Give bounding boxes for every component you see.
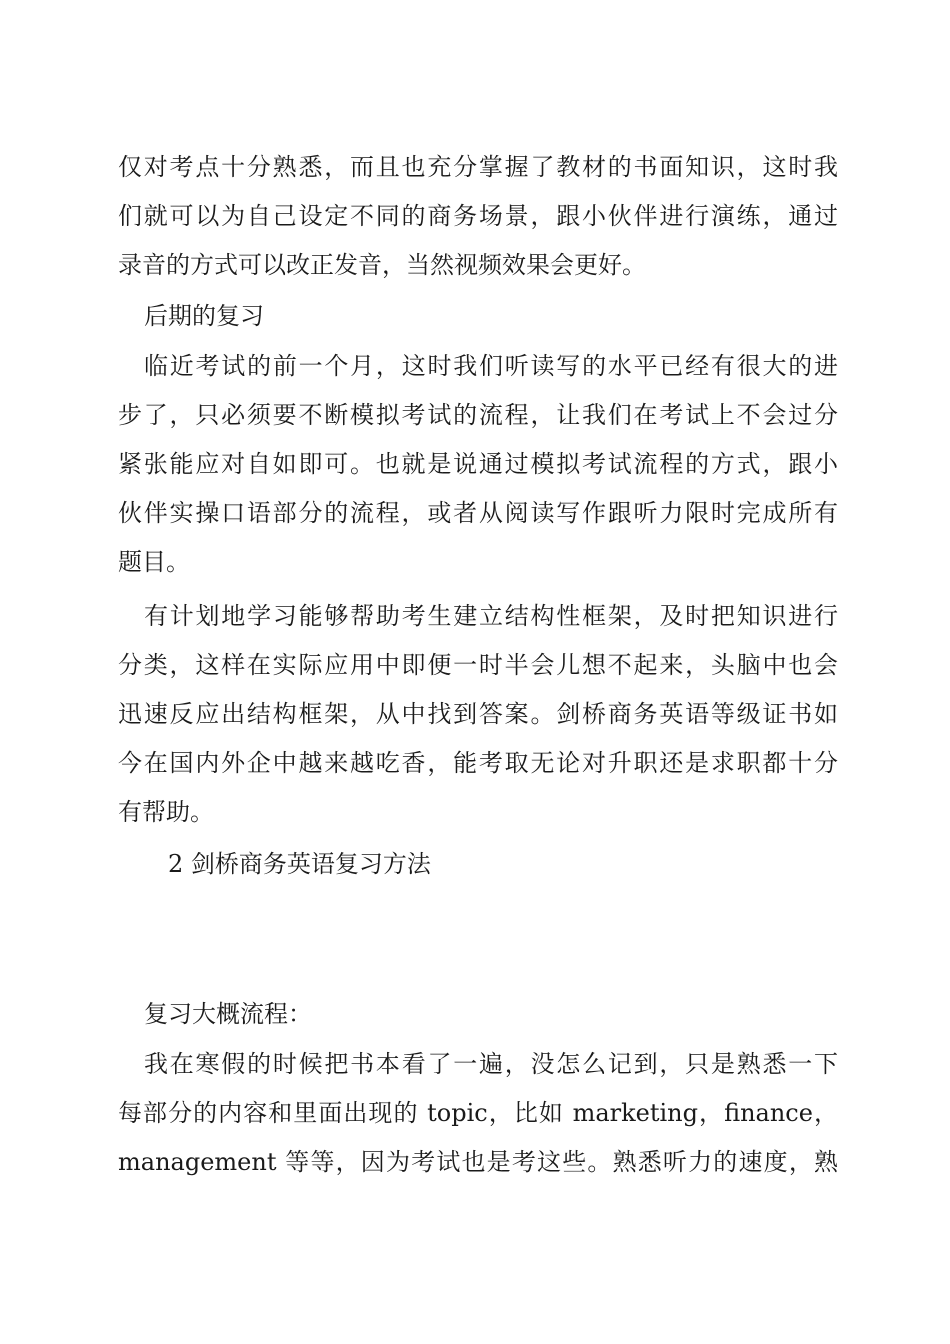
text-line: management 等等，因为考试也是考这些。熟悉听力的速度，熟 [118, 1148, 838, 1176]
paragraph-planned-study [118, 592, 838, 837]
text-line: 有帮助。 [118, 798, 214, 826]
text-line: 临近考试的前一个月，这时我们听读写的水平已经有很大的进 [144, 352, 838, 380]
text-line: 迅速反应出结构框架，从中找到答案。剑桥商务英语等级证书如 [118, 700, 838, 728]
text-line: 每部分的内容和里面出现的 topic，比如 marketing，finance， [118, 1099, 838, 1127]
text-line: 仅对考点十分熟悉，而且也充分掌握了教材的书面知识，这时我 [118, 153, 838, 181]
text-line: 分类，这样在实际应用中即便一时半会儿想不起来，头脑中也会 [118, 651, 838, 679]
text-line: 今在国内外企中越来越吃香，能考取无论对升职还是求职都十分 [118, 749, 838, 777]
text-line: 伙伴实操口语部分的流程，或者从阅读写作跟听力限时完成所有 [118, 499, 838, 527]
text-line: 有计划地学习能够帮助考生建立结构性框架，及时把知识进行 [144, 602, 838, 630]
section-heading-text: 2 剑桥商务英语复习方法 [168, 850, 431, 878]
heading-text: 后期的复习 [144, 302, 264, 330]
text-line: 们就可以为自己设定不同的商务场景，跟小伙伴进行演练，通过 [118, 202, 838, 230]
text-line: 录音的方式可以改正发音，当然视频效果会更好。 [118, 251, 646, 279]
paragraph-winter-break [118, 1040, 838, 1187]
paragraph-final-month [118, 342, 838, 587]
text-line: 我在寒假的时候把书本看了一遍，没怎么记到，只是熟悉一下 [144, 1050, 838, 1078]
heading-later-review [118, 292, 838, 341]
text-line: 题目。 [118, 548, 190, 576]
heading-text: 复习大概流程： [144, 1000, 312, 1028]
paragraph-continuation [118, 143, 838, 290]
heading-review-process [118, 990, 838, 1039]
text-line: 步了，只必须要不断模拟考试的流程，让我们在考试上不会过分 [118, 401, 838, 429]
section-heading [118, 840, 838, 889]
text-line: 紧张能应对自如即可。也就是说通过模拟考试流程的方式，跟小 [118, 450, 838, 478]
